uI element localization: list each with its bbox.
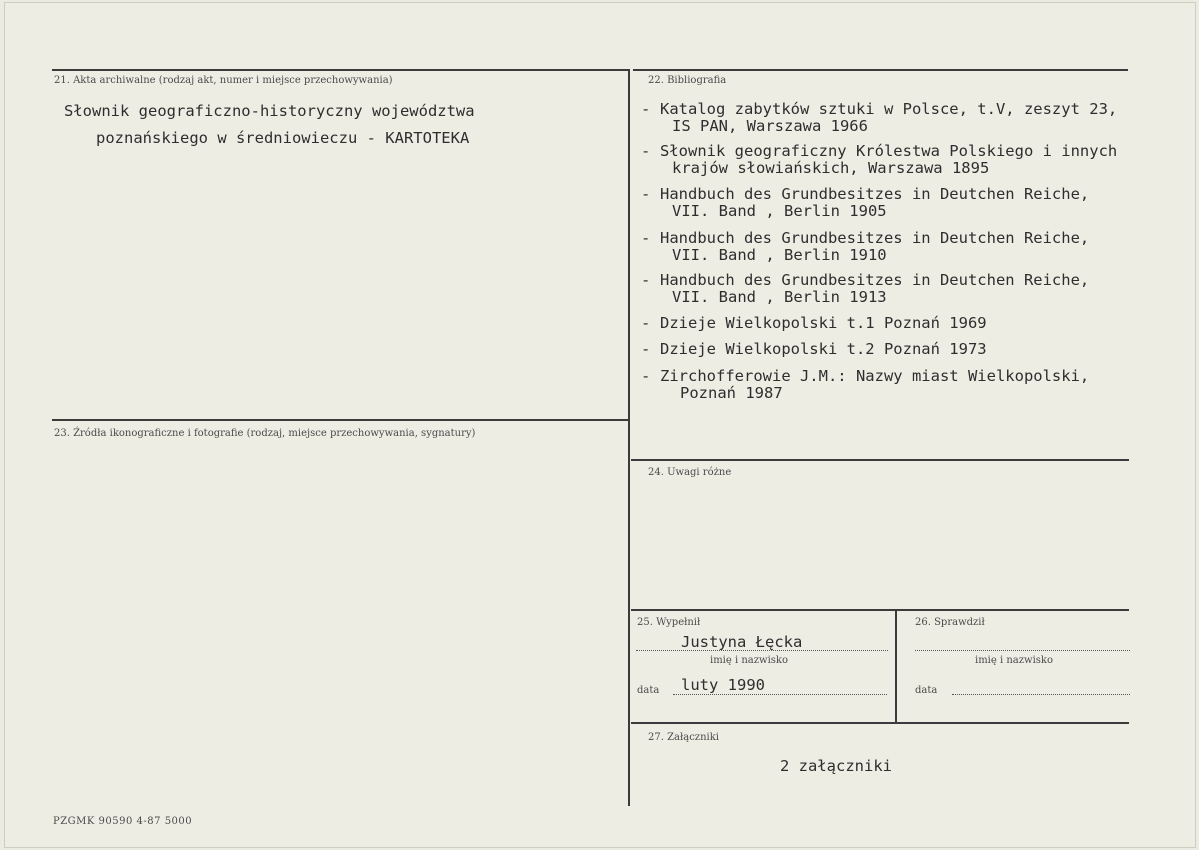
bibliography-item: - Słownik geograficzny Królestwa Polskiego i innych krajów słowiańskich, Warszawa 1895	[641, 142, 1118, 177]
bibliography-item-title: Zirchofferowie J.M.: Nazwy miast Wielkopolski,	[660, 367, 1090, 385]
bibliography-item: - Handbuch des Grundbesitzes in Deutchen Reiche, VII. Band , Berlin 1905	[641, 185, 1090, 220]
bibliography-item-title: Dzieje Wielkopolski t.1 Poznań 1969	[660, 314, 987, 332]
filled-by-name-caption: imię i nazwisko	[710, 655, 788, 666]
bibliography-item-title: Dzieje Wielkopolski t.2 Poznań 1973	[660, 340, 987, 358]
section-22-label: 22. Bibliografia	[648, 75, 727, 86]
bibliography-item: - Katalog zabytków sztuki w Polsce, t.V, zeszyt 23, IS PAN, Warszawa 1966	[641, 100, 1118, 135]
bibliography-item-title: Handbuch des Grundbesitzes in Deutchen Reiche,	[660, 271, 1090, 289]
bibliography-item-title: Katalog zabytków sztuki w Polsce, t.V, zeszyt 23,	[660, 100, 1118, 118]
bibliography-item: - Handbuch des Grundbesitzes in Deutchen Reiche, VII. Band , Berlin 1913	[641, 271, 1090, 306]
bibliography-item-publication: krajów słowiańskich, Warszawa 1895	[672, 159, 990, 177]
divider-25-26	[895, 609, 897, 723]
checked-by-name-caption: imię i nazwisko	[975, 655, 1053, 666]
section-24-label: 24. Uwagi różne	[648, 467, 732, 478]
archival-records-line-1: Słownik geograficzno-historyczny województwa	[64, 102, 475, 120]
rule-above-25	[631, 609, 1129, 611]
archival-records-line-2: poznańskiego w średniowieczu - KARTOTEKA	[96, 129, 470, 147]
filled-by-date-line	[673, 694, 887, 695]
rule-above-23	[52, 419, 629, 421]
bibliography-item-publication: VII. Band , Berlin 1905	[672, 202, 887, 220]
section-25-label: 25. Wypełnił	[637, 617, 701, 628]
center-divider	[628, 69, 630, 806]
bibliography-item-publication: VII. Band , Berlin 1910	[672, 246, 887, 264]
bibliography-item-title: Słownik geograficzny Królestwa Polskiego i innych	[660, 142, 1118, 160]
filled-by-date: luty 1990	[681, 676, 765, 694]
section-23-label: 23. Źródła ikonograficzne i fotografie (rodzaj, miejsce przechowywania, sygnatury)	[54, 428, 476, 439]
filled-by-name-line	[636, 650, 888, 651]
print-code: PZGMK 90590 4-87 5000	[53, 816, 193, 827]
bibliography-item: - Dzieje Wielkopolski t.2 Poznań 1973	[641, 340, 987, 358]
bibliography-item-publication: Poznań 1987	[680, 384, 783, 402]
bibliography-item-title: Handbuch des Grundbesitzes in Deutchen Reiche,	[660, 185, 1090, 203]
attachments-value: 2 załączniki	[780, 757, 892, 775]
checked-by-date-label: data	[915, 685, 938, 696]
bibliography-item: - Zirchofferowie J.M.: Nazwy miast Wielkopolski, Poznań 1987	[641, 367, 1090, 402]
bibliography-item: - Dzieje Wielkopolski t.1 Poznań 1969	[641, 314, 987, 332]
bibliography-item: - Handbuch des Grundbesitzes in Deutchen Reiche, VII. Band , Berlin 1910	[641, 229, 1090, 264]
top-rule-right	[633, 69, 1128, 71]
rule-above-27	[631, 722, 1129, 724]
filled-by-date-label: data	[637, 685, 660, 696]
top-rule-left	[52, 69, 629, 71]
rule-above-24	[631, 459, 1129, 461]
section-21-label: 21. Akta archiwalne (rodzaj akt, numer i miejsce przechowywania)	[54, 75, 393, 86]
checked-by-date-line	[952, 694, 1130, 695]
filled-by-name: Justyna Łęcka	[681, 633, 803, 651]
section-26-label: 26. Sprawdził	[915, 617, 985, 628]
bibliography-item-publication: IS PAN, Warszawa 1966	[672, 117, 868, 135]
section-27-label: 27. Załączniki	[648, 732, 719, 743]
checked-by-name-line	[915, 650, 1130, 651]
bibliography-item-publication: VII. Band , Berlin 1913	[672, 288, 887, 306]
bibliography-item-title: Handbuch des Grundbesitzes in Deutchen Reiche,	[660, 229, 1090, 247]
